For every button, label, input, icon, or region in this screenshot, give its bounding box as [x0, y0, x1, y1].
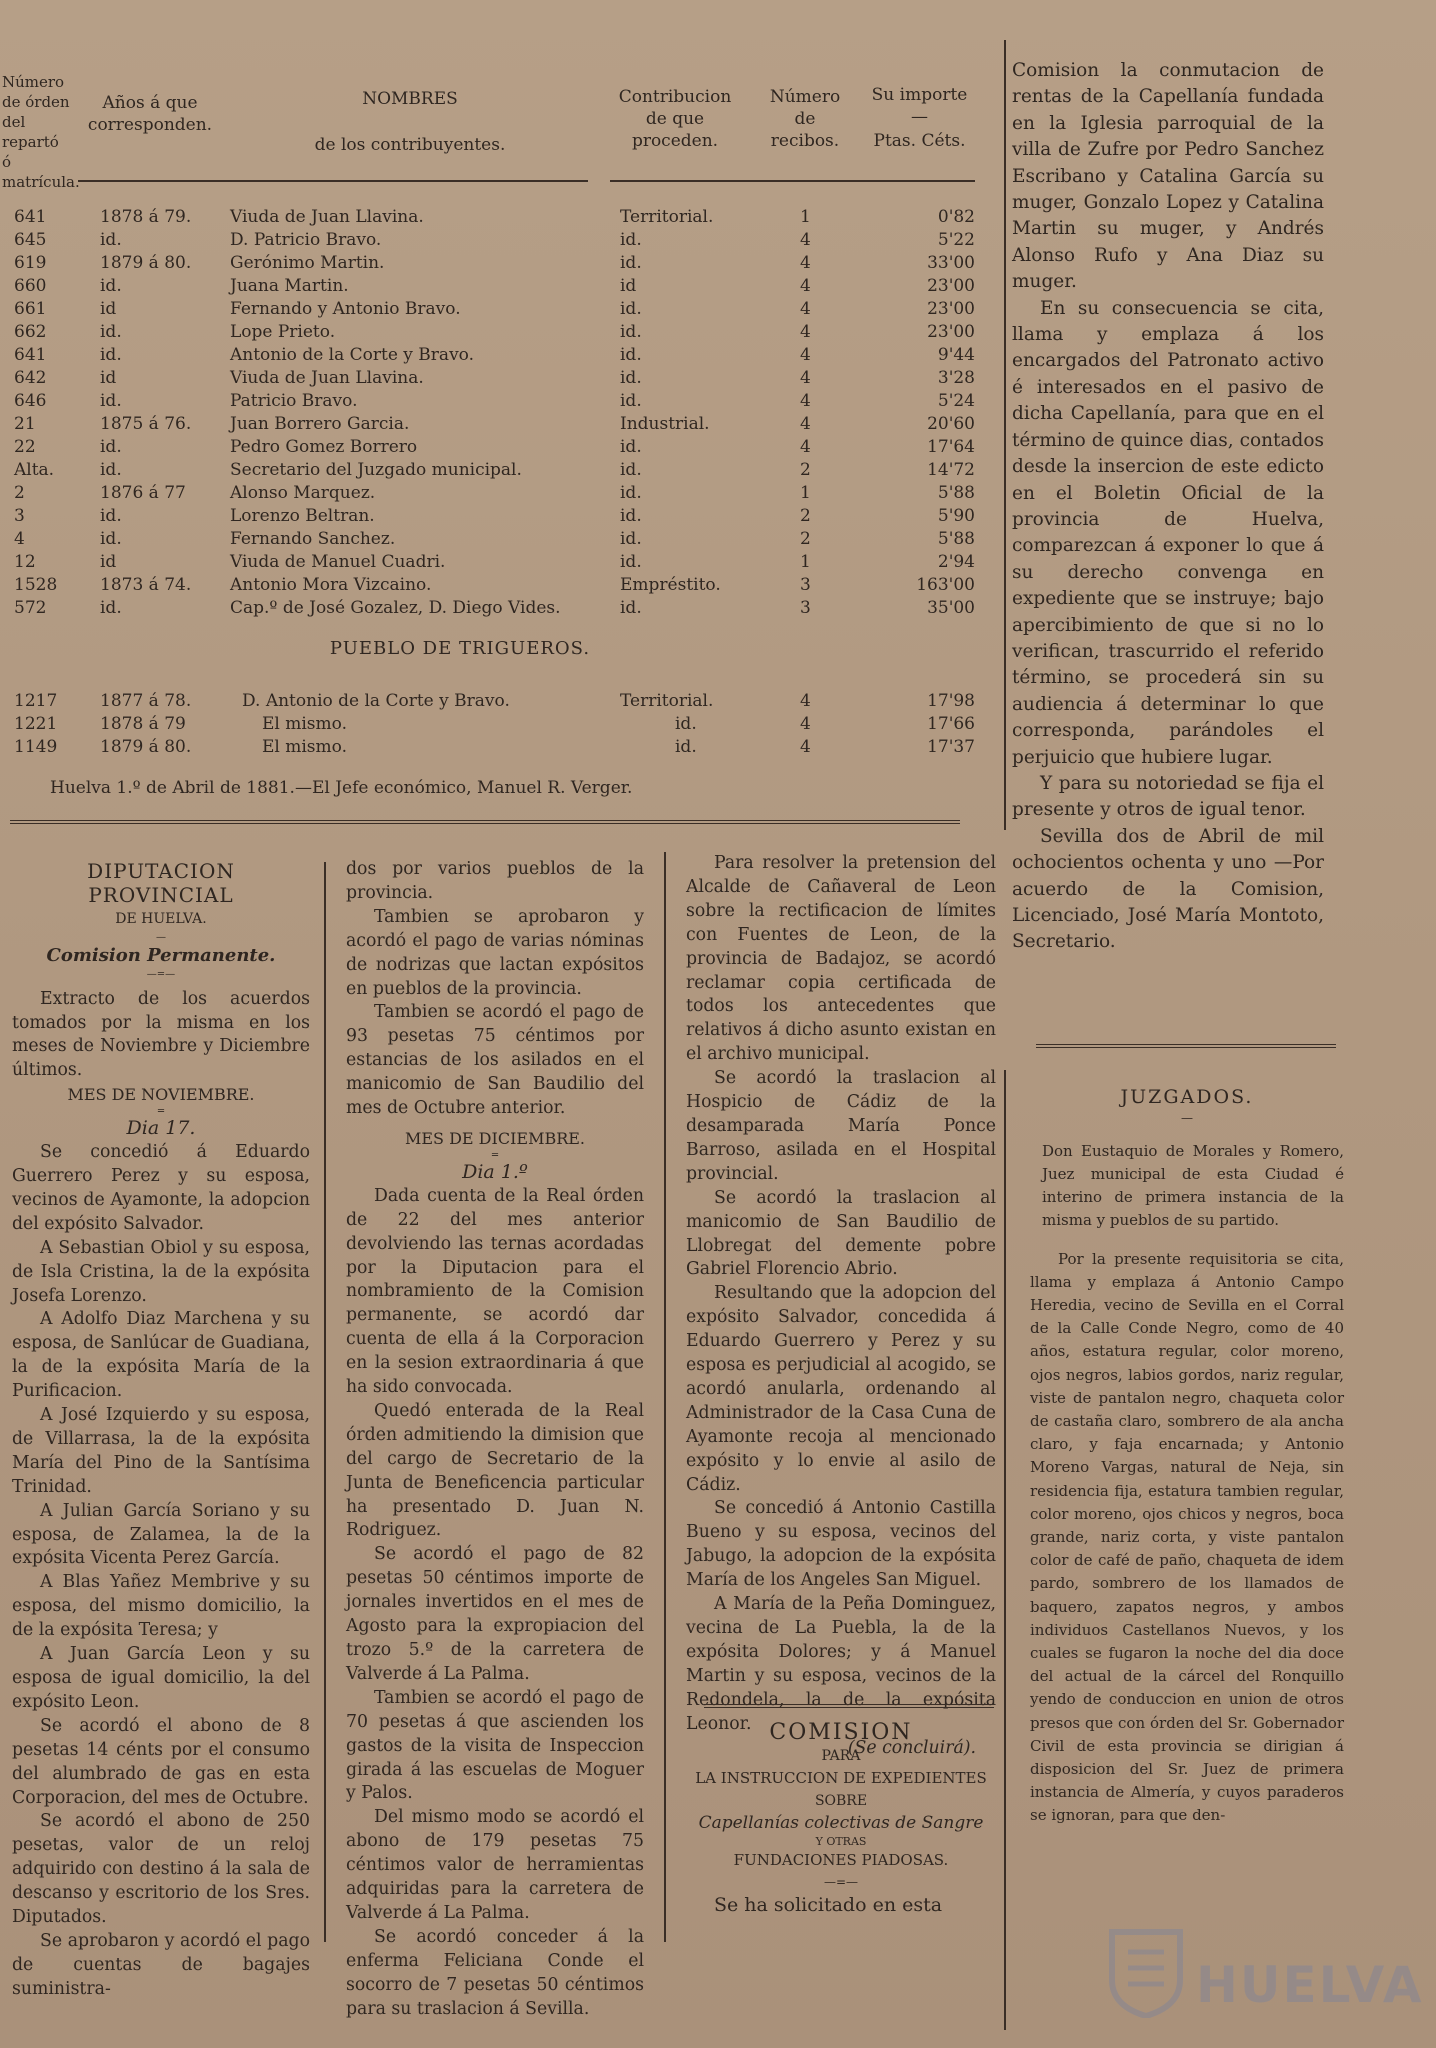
body-paragraph: Se concedió á Eduardo Guerrero Perez y su esposa, vecinos de Ayamonte, la adopcion del expósito Salvador.	[12, 1142, 310, 1234]
table-row	[0, 275, 1000, 297]
cell-receipts: 3	[800, 575, 811, 595]
divider: ═	[491, 1149, 499, 1161]
cell-contrib: id.	[620, 437, 642, 457]
cell-num: 661	[14, 299, 47, 319]
cell-num: Alta.	[14, 460, 55, 480]
cell-name: Viuda de Juan Llavina.	[230, 368, 424, 388]
section-heading: Comision Permanente.	[46, 944, 276, 966]
shield-icon	[1106, 1926, 1186, 2018]
body-paragraph: Se acordó el abono de 250 pesetas, valor de un reloj adquirido con destino á la sala de descanso y escritorio de los Sres. Diputados.	[12, 1811, 310, 1928]
cell-num: 662	[14, 322, 47, 342]
cell-contrib: id.	[620, 460, 642, 480]
cell-num: 3	[14, 506, 25, 526]
cell-num: 660	[14, 276, 47, 296]
section-title: JUZGADOS.	[1120, 1086, 1254, 1108]
body-paragraph: Se acordó el pago de 82 pesetas 50 céntimos importe de jornales invertidos en el mes de Agosto para la expropiacion del trozo 5.º de la carretera de Valverde á La Palma.	[346, 1544, 644, 1684]
cell-amount: 9'44	[937, 345, 975, 365]
cell-years: 1877 á 78.	[100, 691, 192, 711]
header-num: Número de órden del repartó ó matrícula.	[2, 73, 80, 191]
header-names-b: de los contribuyentes.	[314, 135, 506, 155]
comision-fundaciones: FUNDACIONES PIADOSAS.	[733, 1850, 949, 1869]
body-paragraph: Se acordó el abono de 8 pesetas 14 cénts por el consumo del alumbrado de gas en esta Corporacion, del mes de Octubre.	[12, 1715, 310, 1808]
right-column-rule	[1004, 40, 1006, 830]
body-paragraph: A Sebastian Obiol y su esposa, de Isla Cristina, la de la expósita Josefa Lorenzo.	[12, 1237, 310, 1306]
cell-years: id	[100, 552, 117, 572]
header-years: Años á que corresponden.	[87, 93, 213, 135]
table-row	[0, 597, 1000, 619]
table-row	[0, 551, 1000, 573]
huelva-archive-watermark	[1106, 1926, 1424, 2018]
cell-name: Fernando Sanchez.	[230, 529, 396, 549]
intro-paragraph: Extracto de los acuerdos tomados por la misma en los meses de Noviembre y Diciembre últimos.	[12, 988, 310, 1081]
cell-name: Pedro Gomez Borrero	[230, 437, 418, 457]
cell-contrib: id.	[620, 598, 642, 618]
cell-contrib: id.	[620, 391, 642, 411]
cell-num: 12	[14, 552, 36, 572]
cell-contrib: id	[620, 276, 637, 296]
cell-amount: 23'00	[927, 322, 975, 342]
cell-name: Patricio Bravo.	[230, 391, 358, 411]
column-rule-2	[664, 852, 666, 1942]
body-paragraph: Se concedió á Antonio Castilla Bueno y su esposa, vecinos del Jabugo, la adopcion de la expósita María de los Angeles San Miguel.	[686, 1498, 996, 1591]
notice-paragraph: Y para su notoriedad se fija el presente y otros de igual tenor.	[1012, 772, 1324, 821]
diputacion-column-3	[686, 852, 996, 1760]
cell-years: 1878 á 79.	[100, 207, 192, 227]
table-row	[0, 252, 1000, 274]
comision-para: PARA	[821, 1747, 861, 1764]
to-be-continued: (Se concluirá).	[847, 1737, 976, 1758]
body-paragraph: Resultando que la adopcion del expósito Salvador, concedida á Eduardo Guerrero y Perez y su esposa es perjudicial al acogido, se acordó anularla, ordenando al Administrador de la Casa Cuna de Ayamonte recoja al mencionado expósito y lo envie al asilo de Cádiz.	[686, 1283, 996, 1495]
section-subtitle: DE HUELVA.	[115, 910, 207, 927]
body-paragraph: A Julian García Soriano y su esposa, de Zalamea, la de la expósita Vicenta Perez García.	[12, 1500, 310, 1569]
cell-receipts: 4	[800, 322, 811, 342]
cell-receipts: 2	[800, 460, 811, 480]
notice-paragraph: Comision la conmutacion de rentas de la Capellanía fundada en la Iglesia parroquial de la villa de Zufre por Pedro Sanchez Escribano y Catalina García su muger, Gonzalo Lopez y Catalina Martin su muger, y Andrés Alonso Rufo y Ana Diaz su muger.	[1012, 60, 1324, 293]
table-row	[0, 344, 1000, 366]
cell-receipts: 1	[800, 483, 811, 503]
section-title: DIPUTACION PROVINCIAL	[87, 859, 235, 907]
body-paragraph: Se acordó conceder á la enferma Feliciana Conde el socorro de 7 pesetas 50 céntimos para su traslacion á Sevilla.	[346, 1926, 644, 2019]
day-heading: Dia 17.	[126, 1117, 196, 1140]
cell-amount: 5'88	[937, 529, 975, 549]
table-row	[0, 229, 1000, 251]
right-section-rule	[1036, 1044, 1336, 1048]
cell-name: Lorenzo Beltran.	[230, 506, 375, 526]
cell-amount: 23'00	[927, 299, 975, 319]
cell-amount: 17'66	[927, 714, 975, 734]
cell-contrib: id.	[620, 299, 642, 319]
cell-num: 646	[14, 391, 47, 411]
cell-name: Juana Martin.	[230, 276, 349, 296]
table-row	[0, 505, 1000, 527]
comision-sobre: SOBRE	[814, 1792, 868, 1809]
cell-contrib: id.	[620, 368, 642, 388]
table-row	[0, 298, 1000, 320]
body-paragraph: Se aprobaron y acordó el pago de cuentas de bagajes suministra-	[12, 1930, 310, 1999]
body-paragraph: Tambien se acordó el pago de 70 pesetas á que ascienden los gastos de la visita de Inspeccion girada á las escuelas de Moguer y Palos.	[346, 1687, 644, 1804]
cell-receipts: 4	[800, 299, 811, 319]
cell-num: 641	[14, 207, 47, 227]
cell-name: Gerónimo Martin.	[230, 253, 385, 273]
body-paragraph: Para resolver la pretension del Alcalde de Cañaveral de Leon sobre la rectificacion de límites con Fuentes de Leon, de la provincia de Badajoz, se acordó reclamar copia certificada de todos los antecedentes que relativos á dicho asunto existan en el archivo municipal.	[686, 853, 996, 1065]
cell-amount: 17'98	[927, 691, 975, 711]
header-amount-dash: —	[911, 107, 928, 127]
cell-name: Lope Prieto.	[230, 322, 336, 342]
cell-contrib: Territorial.	[620, 207, 714, 227]
table-row	[0, 367, 1000, 389]
cell-receipts: 4	[800, 345, 811, 365]
cell-amount: 23'00	[927, 276, 975, 296]
cell-amount: 5'88	[937, 483, 975, 503]
contributors-table	[0, 206, 1000, 766]
cell-contrib: Territorial.	[620, 691, 714, 711]
juzgados-column	[1030, 1086, 1344, 1828]
divider: ═	[157, 1106, 165, 1118]
cell-num: 1528	[14, 575, 58, 595]
cell-name: Juan Borrero Garcia.	[230, 414, 410, 434]
cell-contrib: id.	[675, 737, 697, 757]
cell-years: id.	[100, 529, 122, 549]
cell-years: 1875 á 76.	[100, 414, 192, 434]
table-row	[0, 413, 1000, 435]
cell-receipts: 4	[800, 737, 811, 757]
cell-contrib: Industrial.	[620, 414, 710, 434]
cell-years: id.	[100, 391, 122, 411]
cell-receipts: 4	[800, 437, 811, 457]
cell-num: 22	[14, 437, 36, 457]
cell-contrib: id.	[620, 552, 642, 572]
cell-receipts: 1	[800, 207, 811, 227]
cell-name: Viuda de Manuel Cuadri.	[230, 552, 446, 572]
cell-name: Antonio de la Corte y Bravo.	[230, 345, 475, 365]
header-receipts: Número de recibos.	[769, 87, 841, 151]
cell-contrib: id.	[620, 529, 642, 549]
table-row	[0, 321, 1000, 343]
diputacion-column	[12, 860, 310, 2002]
cell-years: 1873 á 74.	[100, 575, 192, 595]
table-row	[0, 459, 1000, 481]
cell-num: 1217	[14, 691, 58, 711]
notice-paragraph: Sevilla dos de Abril de mil ochocientos ochenta y uno —Por acuerdo de la Comision, Licenciado, José María Montoto, Secretario.	[1012, 825, 1324, 953]
body-paragraph: Del mismo modo se acordó el abono de 179 pesetas 75 céntimos valor de herramientas adquiridas para la carretera de Valverde á La Palma.	[346, 1807, 644, 1923]
cell-years: 1878 á 79	[100, 714, 186, 734]
cell-num: 641	[14, 345, 47, 365]
body-paragraph: Tambien se aprobaron y acordó el pago de varias nóminas de nodrizas que lactan expósitos en pueblos de la provincia.	[346, 906, 644, 999]
cell-name: El mismo.	[262, 714, 347, 734]
month-heading: MES DE DICIEMBRE.	[404, 1128, 586, 1148]
cell-contrib: id.	[620, 506, 642, 526]
cell-receipts: 4	[800, 230, 811, 250]
table-row	[0, 436, 1000, 458]
cell-receipts: 4	[800, 253, 811, 273]
header-rule	[78, 180, 588, 182]
cell-years: id.	[100, 322, 122, 342]
cell-name: D. Patricio Bravo.	[230, 230, 382, 250]
table-row	[0, 390, 1000, 412]
table-row	[0, 713, 1000, 735]
cell-years: id.	[100, 460, 122, 480]
cell-amount: 20'60	[927, 414, 975, 434]
cell-num: 21	[14, 414, 36, 434]
divider: —	[1181, 1110, 1193, 1125]
cell-name: Viuda de Juan Llavina.	[230, 207, 424, 227]
body-paragraph: dos por varios pueblos de la provincia.	[346, 859, 644, 903]
cell-contrib: id.	[620, 230, 642, 250]
header-names-a: NOMBRES	[362, 89, 458, 109]
body-paragraph: A Adolfo Diaz Marchena y su esposa, de Sanlúcar de Guadiana, la de la expósita María de la Purificacion.	[12, 1309, 310, 1402]
cell-num: 642	[14, 368, 47, 388]
cell-amount: 5'24	[937, 391, 975, 411]
cell-receipts: 4	[800, 391, 811, 411]
cell-amount: 14'72	[927, 460, 975, 480]
body-paragraph: Se acordó la traslacion al Hospicio de Cádiz de la desamparada María Ponce Barroso, asilada en el Hospital provincial.	[686, 1068, 996, 1184]
notice-paragraph: En su consecuencia se cita, llama y emplaza á los encargados del Patronato activo é interesados en el pasivo de dicha Capellanía, para que en el término de quince dias, contados desde la insercion de este edicto en el Boletin Oficial de la provincia de Huelva, comparezcan á exponer lo que á su derecho convenga en expediente que se instruye; bajo apercibimiento de que si no lo verifican, trascurrido el referido término, se procederá sin su audiencia á determinar lo que corresponda, parándoles el perjuicio que hubiere lugar.	[1012, 297, 1324, 768]
table-bottom-rule	[10, 820, 960, 824]
cell-receipts: 4	[800, 414, 811, 434]
cell-num: 572	[14, 598, 47, 618]
cell-contrib: id.	[675, 714, 697, 734]
cell-name: Fernando y Antonio Bravo.	[230, 299, 461, 319]
cell-years: 1879 á 80.	[100, 737, 192, 757]
column-rule-1	[324, 862, 326, 1942]
cell-num: 1149	[14, 737, 58, 757]
comision-capellanias: Capellanías colectivas de Sangre	[698, 1813, 984, 1833]
cell-amount: 33'00	[927, 253, 975, 273]
divider: —=—	[146, 968, 176, 980]
cell-amount: 17'64	[927, 437, 975, 457]
cell-num: 2	[14, 483, 25, 503]
cell-receipts: 4	[800, 691, 811, 711]
cell-years: id	[100, 368, 117, 388]
cell-years: id.	[100, 437, 122, 457]
month-heading: MES DE NOVIEMBRE.	[67, 1085, 255, 1105]
cell-name: Secretario del Juzgado municipal.	[230, 460, 522, 480]
cell-amount: 2'94	[937, 552, 975, 572]
table-row	[0, 690, 1000, 712]
cell-name: El mismo.	[262, 737, 347, 757]
cell-contrib: id.	[620, 345, 642, 365]
header-rule-right	[610, 180, 975, 182]
header-contrib: Contribucion de que proceden.	[618, 87, 732, 151]
body-paragraph: A Blas Yañez Membrive y su esposa, del mismo domicilio, la de la expósita Teresa; y	[12, 1572, 310, 1641]
table-row	[0, 528, 1000, 550]
table-subheading: PUEBLO DE TRIGUEROS.	[329, 638, 591, 659]
watermark-text: HUELVA	[1196, 1956, 1424, 2014]
column-rule-3	[1004, 1070, 1006, 2030]
cell-amount: 35'00	[927, 598, 975, 618]
cell-years: id.	[100, 598, 122, 618]
table-row	[0, 574, 1000, 596]
divider: —=—	[823, 1875, 859, 1889]
cell-contrib: id.	[620, 322, 642, 342]
cell-receipts: 4	[800, 714, 811, 734]
table-row	[0, 736, 1000, 758]
cell-years: id.	[100, 506, 122, 526]
cell-receipts: 2	[800, 529, 811, 549]
cell-num: 1221	[14, 714, 58, 734]
judge-intro: Don Eustaquio de Morales y Romero, Juez municipal de esta Ciudad é interino de primera instancia de la misma y pueblos de su partido.	[1042, 1141, 1344, 1229]
cell-receipts: 3	[800, 598, 811, 618]
divider: —	[156, 931, 166, 943]
cell-receipts: 4	[800, 276, 811, 296]
capellania-notice	[1012, 58, 1324, 956]
cell-contrib: id.	[620, 253, 642, 273]
cell-num: 645	[14, 230, 47, 250]
body-paragraph: A Juan García Leon y su esposa de igual domicilio, la del expósito Leon.	[12, 1644, 310, 1712]
comision-heading	[686, 1722, 996, 1916]
table-row	[0, 206, 1000, 228]
diputacion-column-2	[346, 858, 644, 2022]
col3-rule	[704, 1704, 994, 1708]
cell-num: 4	[14, 529, 25, 549]
body-paragraph: Dada cuenta de la Real órden de 22 del mes anterior devolviendo las ternas acordadas por la Diputacion para el nombramiento de la Comision permanente, se acordó dar cuenta de ella á la Corporacion en la sesion extraordinaria á que ha sido convocada.	[346, 1185, 644, 1398]
cell-amount: 3'28	[937, 368, 975, 388]
body-paragraph: Tambien se acordó el pago de 93 pesetas 75 céntimos por estancias de los asilados en el manicomio de San Baudilio del mes de Octubre anterior.	[346, 1002, 644, 1119]
cell-amount: 5'90	[937, 506, 975, 526]
cell-name: D. Antonio de la Corte y Bravo.	[242, 691, 510, 711]
cell-years: id.	[100, 230, 122, 250]
body-paragraph: A María de la Peña Dominguez, vecina de La Puebla, la de la expósita Dolores; y á Manuel Martin y su esposa, vecinos de la Redondela, la de la expósita Leonor.	[686, 1594, 996, 1734]
cell-receipts: 1	[800, 552, 811, 572]
cell-contrib: Empréstito.	[620, 575, 721, 595]
header-amount-b: Ptas. Céts.	[873, 131, 966, 151]
body-paragraph: Quedó enterada de la Real órden admitiendo la dimision que del cargo de Secretario de la Junta de Beneficencia particular ha presentado D. Juan N. Rodriguez.	[346, 1400, 644, 1541]
cell-contrib: id.	[620, 483, 642, 503]
body-paragraph: A José Izquierdo y su esposa, de Villarrasa, la de la expósita María del Pino de la Santísima Trinidad.	[12, 1405, 310, 1497]
comision-y-otras: Y OTRAS	[815, 1834, 867, 1848]
cell-years: id.	[100, 276, 122, 296]
cell-name: Alonso Marquez.	[230, 483, 376, 503]
cell-years: 1876 á 77	[100, 483, 186, 503]
requisitoria-body: Por la presente requisitoria se cita, llama y emplaza á Antonio Campo Heredia, vecino de Sevilla en el Corral de la Calle Conde Negro, como de 40 años, estatura regular, color moreno, ojos negros, labios gordos, nariz regular, viste de pantalon negro, chaqueta color de castaña claro, sombrero de ala ancha claro, y faja encarnada; y Antonio Moreno Vargas, natural de Neja, sin residencia fija, estatura tambien regular, color moreno, ojos chicos y negros, boca grande, nariz corta, y viste pantalon color de café de paño, chaqueta de idem pardo, sombrero de los llamados de baquero, zapatos negros, y ambos individuos Castellanos Nuevos, y los cuales se fugaron la noche del dia doce del actual de la cárcel del Ronquillo yendo de conduccion en union de otros presos que con órden del Sr. Gobernador Civil de esta provincia se dirigian á disposicion del Sr. Juez de primera instancia de Almería, y cuyos paraderos se ignoran, para que den-	[1030, 1249, 1344, 1825]
cell-years: 1879 á 80.	[100, 253, 192, 273]
cell-years: id.	[100, 345, 122, 365]
body-paragraph: Se ha solicitado en esta	[714, 1893, 943, 1916]
cell-num: 619	[14, 253, 47, 273]
comision-instruccion: LA INSTRUCCION DE EXPEDIENTES	[695, 1769, 987, 1787]
day-heading: Dia 1.º	[462, 1160, 528, 1183]
table-row	[0, 482, 1000, 504]
cell-amount: 163'00	[916, 575, 975, 595]
cell-amount: 0'82	[937, 207, 975, 227]
body-paragraph: Se acordó la traslacion al manicomio de San Baudilio de Llobregat del demente pobre Gabriel Florencio Abrio.	[686, 1187, 996, 1280]
comision-title: COMISION	[769, 1720, 913, 1745]
cell-name: Antonio Mora Vizcaino.	[230, 575, 432, 595]
cell-receipts: 2	[800, 506, 811, 526]
header-amount-a: Su importe	[871, 85, 968, 105]
cell-amount: 17'37	[927, 737, 975, 757]
cell-years: id	[100, 299, 117, 319]
table-footer: Huelva 1.º de Abril de 1881.—El Jefe económico, Manuel R. Verger.	[50, 778, 633, 798]
cell-receipts: 4	[800, 368, 811, 388]
cell-amount: 5'22	[937, 230, 975, 250]
cell-name: Cap.º de José Gozalez, D. Diego Vides.	[230, 598, 561, 618]
